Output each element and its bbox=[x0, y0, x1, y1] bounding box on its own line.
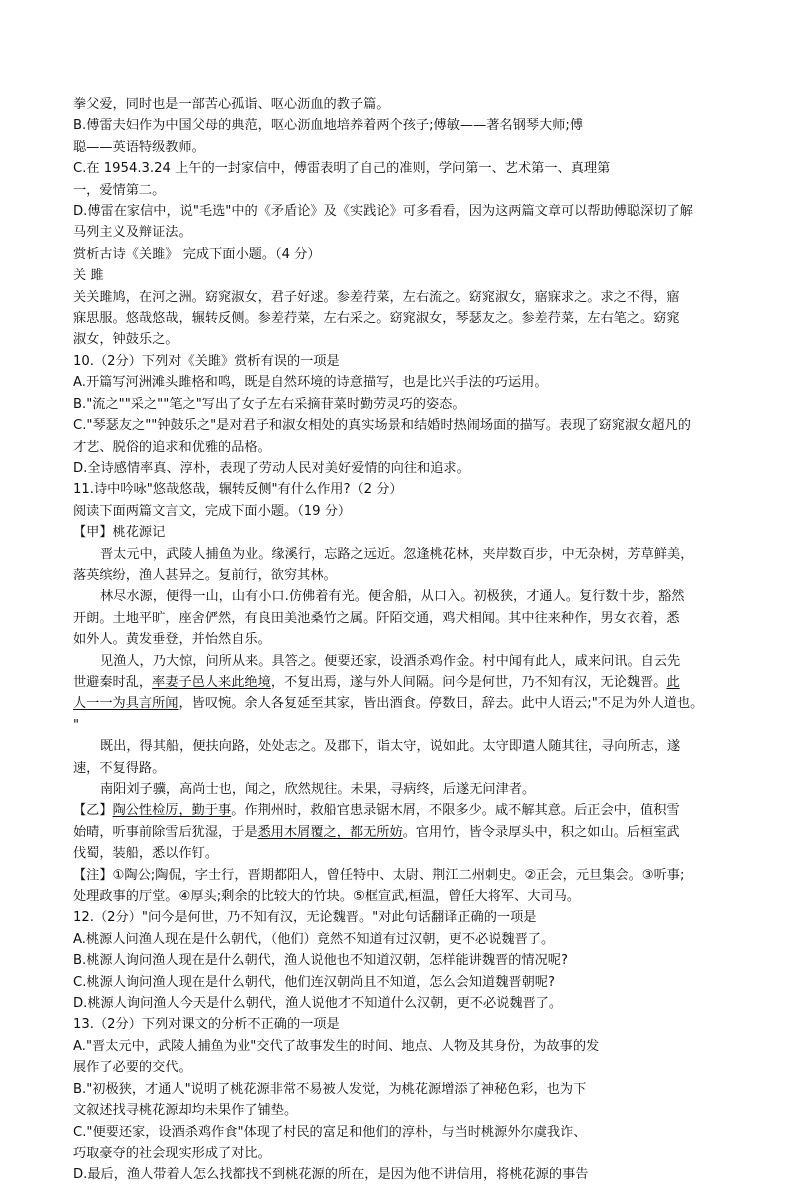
text-line: 伐蜀，装船，悉以作钉。 bbox=[73, 846, 219, 862]
text-line: D.傅雷在家信中，说"毛选"中的《矛盾论》及《实践论》可多看看，因为这两篇文章可以帮助傅聪深切了解 bbox=[73, 204, 693, 220]
text-line: B.桃源人询问渔人现在是什么朝代，渔人说他也不知道汉朝，怎样能讲魏晋的情况呢? bbox=[73, 953, 568, 969]
text-line: 见渔人，乃大惊，问所从来。具答之。便要还家，设酒杀鸡作金。村中闻有此人，咸来问讯。自云先 bbox=[100, 653, 681, 669]
text-line: 晋太元中，武陵人捕鱼为业。缘溪行，忘路之远近。忽逢桃花林，夹岸数百步，中无杂树，芳草鲜美， bbox=[100, 546, 694, 562]
text-line: 13.（2分）下列对课文的分析不正确的一项是 bbox=[73, 1017, 340, 1033]
text-line: A."晋太元中，武陵人捕鱼为业"交代了故事发生的时间、地点、人物及其身份，为故事的发 bbox=[73, 1038, 600, 1054]
text-line: 聪——英语特级教师。 bbox=[73, 139, 205, 155]
document-body bbox=[73, 94, 733, 1186]
text-line: B.傅雷夫妇作为中国父母的典范，呕心沥血地培养着两个孩子;傅敏——著名钢琴大师;傅 bbox=[73, 118, 584, 134]
text-line: 12.（2分）"问今是何世，乃不知有汉，无论魏晋。"对此句话翻译正确的一项是 bbox=[73, 910, 537, 926]
text-line bbox=[73, 822, 733, 843]
text-line: D.桃源人询问渔人今天是什么朝代，渔人说他才不知道什么汉朝，更不必说魏晋了。 bbox=[73, 996, 563, 1012]
text-line bbox=[73, 800, 733, 821]
text-line bbox=[73, 672, 733, 693]
text-line: 【甲】桃花源记 bbox=[73, 525, 166, 541]
text-line: 马列主义及辩证法。 bbox=[73, 225, 192, 241]
text-segment: 【乙】 bbox=[73, 803, 113, 819]
text-line: 南阳刘子骥，高尚士也，闻之，欣然规往。未果，寻病终，后遂无问津者。 bbox=[100, 782, 536, 797]
text-line: D.全诗感情率真、淳朴，表现了劳动人民对美好爱情的向往和追求。 bbox=[73, 460, 470, 476]
text-line: A.桃源人问渔人现在是什么朝代，（他们）竟然不知道有过汉朝，更不必说魏晋了。 bbox=[73, 931, 555, 947]
text-line: 关关雎鸠，在河之洲。窈窕淑女，君子好逑。参差荇菜，左右流之。窈窕淑女，寤寐求之。求之不得，寤 bbox=[73, 289, 680, 305]
text-line: C.在 1954.3.24 上午的一封家信中，傅雷表明了自己的准则，学问第一、艺术第一、真理第 bbox=[73, 161, 611, 177]
underlined-text: 人一一为具言所闻 bbox=[73, 696, 179, 712]
underlined-text: 此 bbox=[666, 674, 680, 690]
text-line: 落英缤纷，渔人甚异之。复前行，欲穷其林。 bbox=[73, 567, 337, 583]
text-line: 开朗。土地平旷，座舍俨然，有良田美池桑竹之属。阡陌交通，鸡犬相闻。其中往来种作，男女衣着，悉 bbox=[73, 610, 680, 626]
text-segment: 世避秦时乱， bbox=[73, 674, 153, 690]
text-line: 如外人。黄发垂登，并怡然自乐。 bbox=[73, 632, 271, 648]
text-line: 11.诗中吟咏"悠哉悠哉，辗转反侧"有什么作用?（2 分） bbox=[73, 482, 403, 498]
text-line: 淑女，钟鼓乐之。 bbox=[73, 332, 179, 348]
text-segment: 。官用竹，皆令录厚头中，积之如山。后桓室武 bbox=[402, 824, 680, 840]
text-line: 阅读下面两篇文言文，完成下面小题。（19 分） bbox=[73, 503, 352, 519]
text-line: 既出，得其船，便扶向路，处处志之。及郡下，诣太守，说如此。太守即遣人随其往，寻向所志，遂 bbox=[100, 739, 681, 755]
text-line: C."琴瑟友之""钟鼓乐之"是对君子和淑女相处的真实场景和结婚时热闹场面的描写。表现了窈窕淑女超凡的 bbox=[73, 418, 691, 434]
text-segment: ，皆叹惋。余人各复延至其家，皆出酒食。停数日，辞去。此中人语云;"不足为外人道也。 bbox=[178, 696, 704, 712]
text-line: A.开篇写河洲滩头雎格和鸣，既是自然环境的诗意描写，也是比兴手法的巧运用。 bbox=[73, 375, 548, 391]
text-line: 赏析古诗《关雎》 完成下面小题。（4 分） bbox=[73, 246, 321, 262]
text-line: 拳父爱，同时也是一部苦心孤诣、呕心沥血的教子篇。 bbox=[73, 97, 390, 112]
text-line bbox=[73, 693, 733, 714]
text-segment: 始晴，听事前除雪后犹湿，于是 bbox=[73, 824, 258, 840]
text-line: D.最后，渔人带着人怎么找都找不到桃花源的所在，是因为他不讲信用，将桃花源的事告 bbox=[73, 1167, 589, 1183]
text-line: B."流之""采之""笔之"写出了女子左右采摘苷菜时勤劳灵巧的姿态。 bbox=[73, 396, 466, 412]
text-line: " bbox=[73, 717, 80, 733]
text-line: B."初极狭，才通人"说明了桃花源非常不易被人发觉，为桃花源增添了神秘色彩，也为下 bbox=[73, 1081, 587, 1097]
text-segment: 。作荆州时，救船官患录锯木屑，不限多少。咸不解其意。后正会中，值积雪 bbox=[231, 803, 680, 819]
text-line: 处理政事的厅堂。④厚头;剩余的比较大的竹块。⑤框宣武,桓温，曾任大将军、大司马。 bbox=[73, 889, 581, 905]
text-line: 才艺、脱俗的追求和优雅的品格。 bbox=[73, 439, 271, 455]
text-line: 关 雎 bbox=[73, 268, 104, 284]
underlined-text: 悉用木屑覆之，都无所妨 bbox=[257, 824, 403, 840]
text-line: 一，爱情第二。 bbox=[73, 182, 166, 198]
underlined-text: 率妻子邑人来此绝境 bbox=[152, 674, 271, 690]
text-line: C."便要还家，设酒杀鸡作食"体现了村民的富足和他们的淳朴，与当时桃源外尔虞我诈、 bbox=[73, 1124, 587, 1140]
text-line: 寐思服。悠哉悠哉，辗转反侧。参差荇菜，左右采之。窈窕淑女，琴瑟友之。参差荇菜，左右笔之。窈窕 bbox=[73, 311, 680, 327]
text-segment: ，不复出焉，遂与外人间隔。问今是何世，乃不知有汉，无论魏晋。 bbox=[270, 674, 667, 690]
text-line: 巧取豪夺的社会现实形成了对比。 bbox=[73, 1145, 271, 1161]
underlined-text: 陶公性检厉，勤于事 bbox=[112, 803, 232, 819]
text-line: C.桃源人询问渔人现在是什么朝代，他们连汉朝尚且不知道，怎么会知道魏晋朝呢? bbox=[73, 974, 555, 990]
text-line: 林尽水源，便得一山，山有小口.仿佛着有光。便舍船，从口入。初极狭，才通人。复行数十步，豁然 bbox=[100, 589, 685, 605]
text-line: 速，不复得路。 bbox=[73, 760, 166, 776]
text-line: 【注】①陶公;陶侃，字士行，晋期都阳人，曾任特中、太尉、荆江二州刺史。②正会，元旦集会。③听事; bbox=[73, 867, 685, 883]
text-line: 展作了必要的交代。 bbox=[73, 1060, 192, 1076]
text-line: 10.（2分）下列对《关雎》赏析有误的一项是 bbox=[73, 353, 340, 369]
text-line: 文叙述找寻桃花源却均未果作了铺垫。 bbox=[73, 1103, 298, 1119]
